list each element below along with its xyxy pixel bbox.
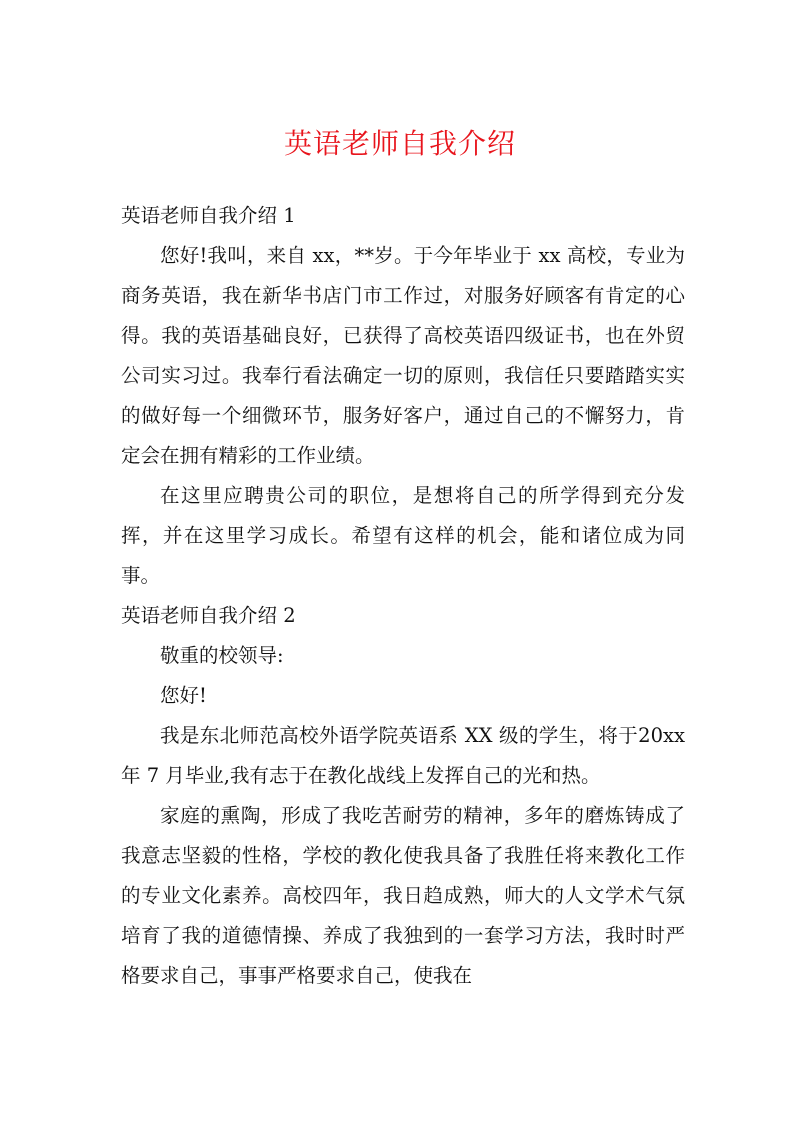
- paragraph: 在这里应聘贵公司的职位，是想将自己的所学得到充分发挥，并在这里学习成长。希望有这样的机会，能和诸位成为同事。: [121, 484, 685, 587]
- section-heading-1: 英语老师自我介绍 1: [121, 204, 296, 227]
- paragraph: 我是东北师范高校外语学院英语系 XX 级的学生，将于20xx 年 7 月毕业,我有志于在教化战线上发挥自己的光和热。: [121, 724, 685, 787]
- document-body: [121, 196, 685, 996]
- section-heading-2: 英语老师自我介绍 2: [121, 604, 296, 627]
- salutation: 敬重的校领导:: [160, 644, 284, 667]
- greeting: 您好!: [160, 684, 207, 707]
- paragraph: 您好!我叫，来自 xx，**岁。于今年毕业于 xx 高校，专业为商务英语，我在新华书店门市工作过，对服务好顾客有肯定的心得。我的英语基础良好，已获得了高校英语四级证书，也在外贸公司实习过。我奉行看法确定一切的原则，我信任只要踏踏实实的做好每一个细微环节，服务好客户，通过自己的不懈努力，肯定会在拥有精彩的工作业绩。: [121, 244, 685, 467]
- document-title: 英语老师自我介绍: [283, 127, 516, 160]
- paragraph: 家庭的熏陶，形成了我吃苦耐劳的精神，多年的磨炼铸成了我意志坚毅的性格，学校的教化使我具备了我胜任将来教化工作的专业文化素养。高校四年，我日趋成熟，师大的人文学术气氛培育了我的道德情操、养成了我独到的一套学习方法，我时时严格要求自己，事事严格要求自己，使我在: [121, 804, 685, 987]
